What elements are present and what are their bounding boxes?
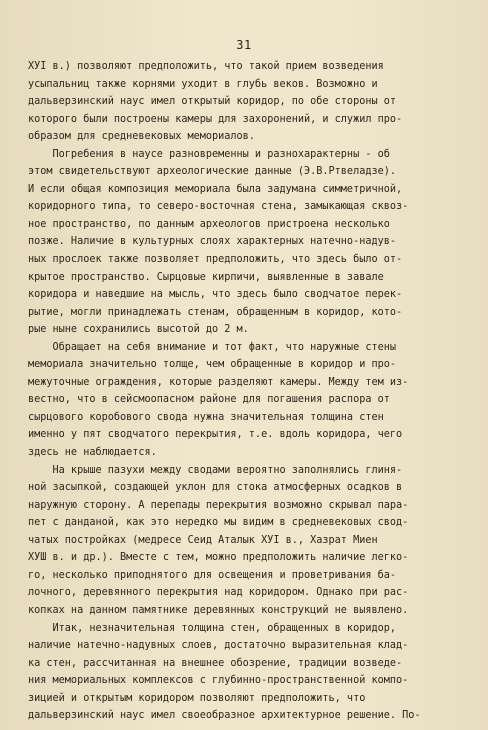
text-line: крытое пространство. Сырцовые кирпичи, выявленные в завале [28,271,384,283]
text-line: здесь не наблюдается. [28,447,157,459]
text-line: Итак, незначительная толщина стен, обращенных в коридор, [28,622,397,634]
text-line: копках на данном памятнике деревянных конструкций не выявлено. [28,604,409,616]
text-line: именно у пят сводчатого перекрытия, т.е. вдоль коридора, чего [28,429,403,441]
text-line: Обращает на себя внимание и тот факт, что наружные стены [28,341,397,353]
text-line: сырцового коробового свода нужна значительная толщина стен [28,411,384,423]
text-line: позже. Наличие в культурных слоях характерных натечно-надув- [28,236,397,248]
text-line: мемориала значительно толще, чем обращенные в коридор и про- [28,359,397,371]
text-line: ния мемориальных комплексов с глубинно-пространственной компо- [28,675,409,687]
text-line: го, несколько приподнятого для освещения и проветривания ба- [28,569,397,581]
text-line: ной засыпкой, создающей уклон для стока атмосферных осадков в [28,482,403,494]
text-line: зицией и открытым коридором позволяют предположить, что [28,692,366,704]
text-line: рытие, могли принадлежать стенам, обращенным в коридор, кото- [28,306,403,318]
text-line: вестно, что в сейсмоопасном районе для погашения распора от [28,394,390,406]
text-line: наружную сторону. А перепады перекрытия возможно скрывал пара- [28,499,409,511]
text-line: И если общая композиция мемориала была задумана симметричной, [28,183,403,195]
text-line: которого были построены камеры для захоронений, и служил про- [28,113,403,125]
text-line: рые ныне сохранились высотой до 2 м. [28,324,249,336]
text-line: чатых постройках (медресе Сеид Аталык ХУI в., Хазрат Миен [28,534,378,546]
text-line: ное пространство, по данным археологов пристроена несколько [28,218,390,230]
text-line: усыпальниц также корнями уходит в глубь веков. Возможно и [28,78,378,90]
text-line: дальверзинский наус имел своеобразное архитектурное решение. По- [28,710,421,722]
text-line: ХУШ в. и др.). Вместе с тем, можно предположить наличие легко- [28,552,409,564]
text-line: наличие натечно-надувных слоев, достаточно выразительная клад- [28,640,409,652]
text-line: ных прослоек также позволяет предположить, что здесь было от- [28,254,403,266]
text-line: пет с данданой, как это нередко мы видим в средневековых свод- [28,517,409,529]
text-line: ХУI в.) позволяют предположить, что такой прием возведения [28,61,384,72]
text-line: межуточные ограждения, которые разделяют камеры. Между тем из- [28,376,409,388]
text-line: этом свидетельствуют археологические данные (Э.В.Ртвеладзе). [28,166,397,178]
text-line: коридорного типа, то северо-восточная стена, замыкающая сквоз- [28,201,409,213]
text-line: Погребения в наусе разновременны и разнохарактерны - об [28,148,390,160]
text-line: ка стен, рассчитанная на внешнее обозрение, традиции возведе- [28,657,403,669]
text-line: лочного, деревянного перекрытия над коридором. Однако при рас- [28,587,409,599]
page-number: 31 [236,38,252,52]
body-text [28,58,468,725]
text-line: На крыше пазухи между сводами вероятно заполнялись глиня- [28,464,403,476]
text-line: образом для средневековых мемориалов. [28,131,255,143]
text-line: дальверзинский наус имел открытый коридор, по обе стороны от [28,96,397,108]
text-line: коридора и наведшие на мысль, что здесь было сводчатое перек- [28,289,403,301]
